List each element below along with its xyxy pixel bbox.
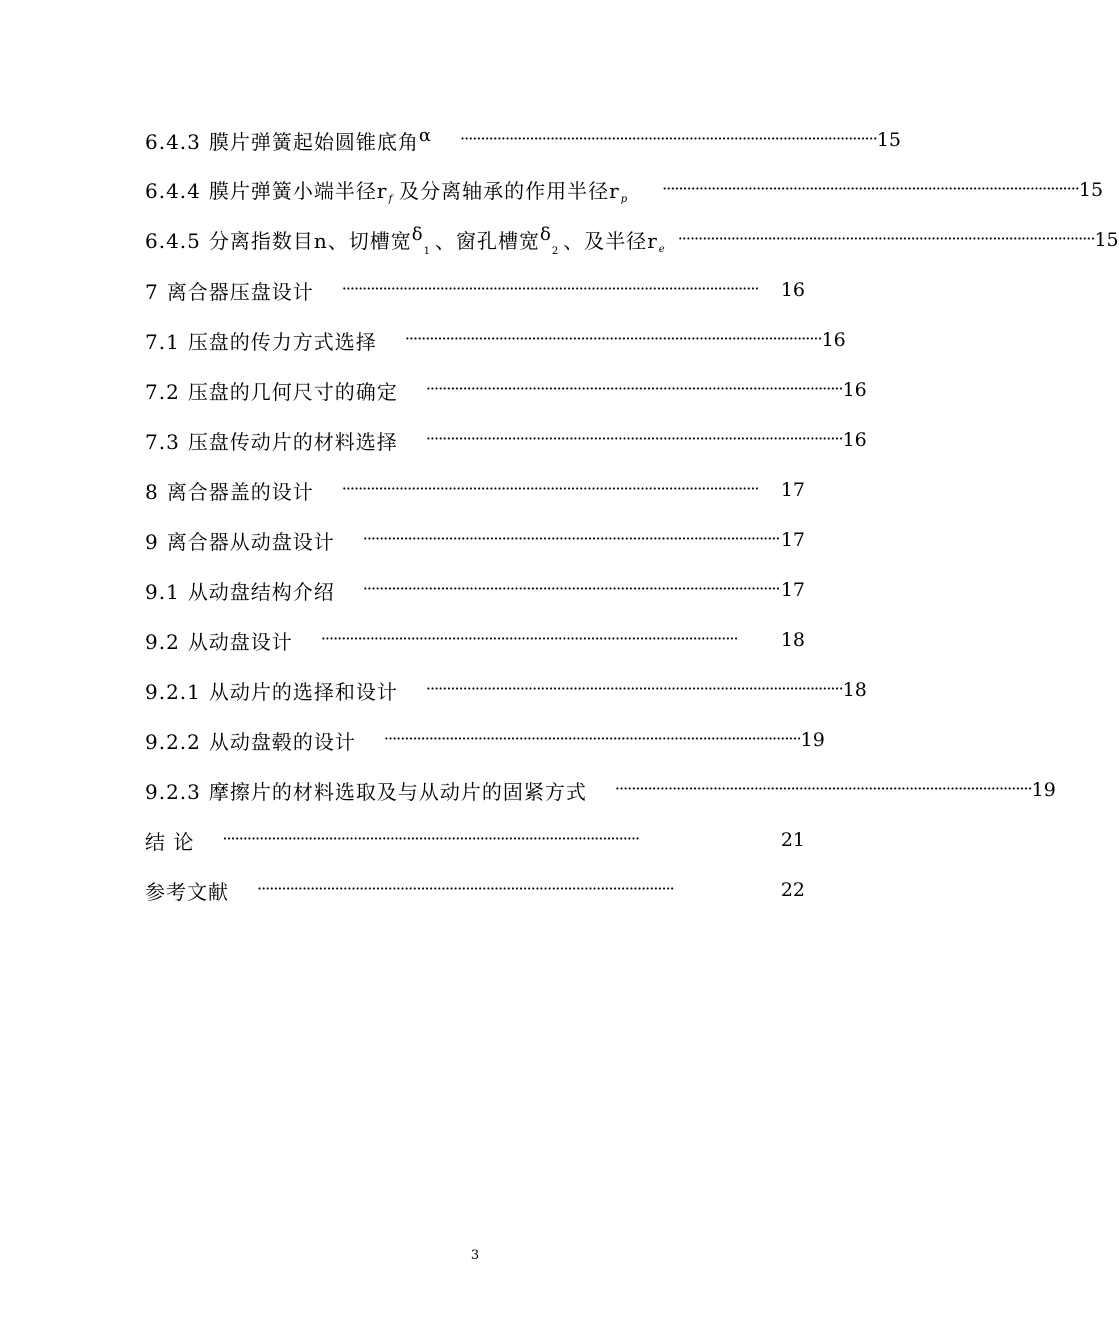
dot-leader: ······································································································	[320, 629, 738, 648]
toc-entry-text: 从动片的选择和设计	[208, 679, 398, 704]
toc-entry-number: 9.2.2	[145, 729, 201, 754]
toc-entry-9-2[interactable]	[145, 615, 805, 665]
toc-entry-page: 18	[780, 629, 805, 651]
toc-entry-title	[145, 526, 335, 555]
toc-entry-references[interactable]	[145, 865, 805, 915]
toc-entry-number: 9.2.1	[145, 679, 201, 704]
toc-entry-text: 摩擦片的材料选取及与从动片的固紧方式	[208, 779, 587, 804]
delta2-subscript: 2	[551, 245, 560, 257]
toc-entry-number: 9.1	[145, 579, 180, 604]
toc-entry-number: 6.4.5	[145, 228, 201, 253]
delta2-symbol: δ	[540, 223, 552, 245]
table-of-contents	[145, 115, 1119, 915]
toc-entry-text-cont: 、及半径	[563, 228, 648, 253]
dot-leader: ······································································································	[662, 179, 1079, 198]
toc-entry-page: 16	[842, 429, 867, 451]
toc-entry-7-1[interactable]	[145, 315, 846, 365]
toc-entry-title	[145, 476, 314, 505]
dot-leader: ······································································································	[614, 779, 1032, 798]
toc-entry-title	[145, 626, 293, 655]
toc-entry-page: 16	[821, 329, 846, 351]
toc-entry-page: 21	[780, 829, 805, 851]
toc-entry-text-cont: 及分离轴承的作用半径	[399, 179, 610, 203]
toc-entry-text-cont: n、切槽宽	[313, 228, 412, 253]
toc-entry-number: 7.2	[145, 379, 180, 404]
dot-leader: ······································································································	[362, 529, 780, 548]
toc-entry-6-4-5[interactable]	[145, 215, 1119, 265]
rp-symbol: r	[609, 179, 620, 203]
toc-entry-text: 离合器盖的设计	[166, 479, 314, 504]
toc-entry-title	[145, 175, 634, 205]
dot-leader: ······································································································	[257, 879, 674, 898]
dot-leader: ······································································································	[404, 329, 822, 348]
toc-entry-9-1[interactable]	[145, 565, 805, 615]
toc-entry-title	[145, 224, 672, 257]
toc-entry-title	[145, 426, 398, 455]
toc-entry-page: 15	[1078, 179, 1104, 201]
toc-entry-title	[145, 276, 314, 305]
toc-entry-text: 从动盘设计	[187, 629, 293, 654]
toc-entry-title	[145, 876, 229, 905]
toc-entry-number: 7.3	[145, 429, 180, 454]
toc-entry-title	[145, 726, 356, 755]
toc-entry-9[interactable]	[145, 515, 805, 565]
dot-leader: ······································································································	[460, 129, 877, 148]
toc-entry-conclusion[interactable]	[145, 815, 805, 865]
toc-entry-title	[145, 125, 432, 155]
toc-entry-text: 参考文献	[145, 879, 229, 904]
toc-entry-text: 膜片弹簧起始圆锥底角	[208, 130, 419, 154]
dot-leader: ······································································································	[362, 579, 780, 598]
toc-entry-number: 9.2.3	[145, 779, 201, 804]
toc-entry-number: 6.4.4	[145, 179, 201, 203]
toc-entry-9-2-1[interactable]	[145, 665, 867, 715]
toc-entry-title	[145, 326, 377, 355]
toc-entry-text: 压盘的传力方式选择	[187, 329, 377, 354]
toc-entry-page: 15	[1094, 229, 1119, 251]
dot-leader: ······································································································	[425, 429, 843, 448]
toc-entry-page: 15	[876, 129, 901, 151]
toc-entry-page: 18	[842, 679, 867, 701]
toc-entry-title	[145, 576, 335, 605]
re-symbol: r	[647, 228, 658, 253]
re-subscript: e	[658, 243, 666, 255]
toc-entry-page: 17	[780, 479, 805, 501]
dot-leader: ······································································································	[425, 679, 843, 698]
delta1-symbol: δ	[411, 223, 424, 245]
toc-entry-text: 离合器从动盘设计	[166, 529, 335, 554]
toc-entry-title	[145, 376, 398, 405]
alpha-symbol: α	[418, 125, 433, 146]
dot-leader: ······································································································	[341, 479, 759, 498]
toc-entry-text: 膜片弹簧小端半径	[208, 179, 377, 203]
toc-entry-page: 16	[842, 379, 867, 401]
toc-entry-7-2[interactable]	[145, 365, 867, 415]
rf-symbol: r	[376, 179, 388, 203]
toc-entry-text: 结 论	[145, 829, 195, 854]
toc-entry-8[interactable]	[145, 465, 805, 515]
toc-entry-page: 19	[800, 729, 825, 751]
toc-entry-number: 7.1	[145, 329, 180, 354]
toc-entry-7[interactable]	[145, 265, 805, 315]
delta1-subscript: 1	[423, 245, 431, 257]
dot-leader: ······································································································	[383, 729, 801, 748]
dot-leader: ······································································································	[222, 829, 640, 848]
dot-leader: ······································································································	[677, 229, 1095, 248]
toc-entry-title	[145, 676, 398, 705]
toc-entry-9-2-2[interactable]	[145, 715, 825, 765]
toc-entry-text: 从动盘毂的设计	[208, 729, 356, 754]
dot-leader: ······································································································	[341, 279, 759, 298]
rf-subscript: f	[388, 194, 394, 205]
dot-leader: ······································································································	[425, 379, 843, 398]
toc-entry-page: 17	[780, 529, 805, 551]
toc-entry-number: 6.4.3	[145, 130, 201, 154]
page-number: 3	[470, 1248, 480, 1263]
toc-entry-number: 9	[145, 529, 159, 554]
toc-entry-page: 19	[1031, 779, 1056, 801]
toc-entry-text: 压盘传动片的材料选择	[187, 429, 398, 454]
toc-entry-text: 离合器压盘设计	[166, 279, 314, 304]
toc-entry-text: 从动盘结构介绍	[187, 579, 335, 604]
toc-entry-page: 17	[780, 579, 805, 601]
toc-entry-title	[145, 776, 587, 805]
toc-entry-number: 9.2	[145, 629, 180, 654]
toc-entry-text-cont: 、窗孔槽宽	[435, 228, 540, 253]
toc-entry-page: 22	[780, 879, 805, 901]
rp-subscript: p	[620, 194, 629, 205]
toc-entry-title	[145, 826, 194, 855]
toc-entry-6-4-4[interactable]	[145, 165, 1104, 215]
toc-entry-6-4-3[interactable]	[145, 115, 901, 165]
toc-entry-text: 压盘的几何尺寸的确定	[187, 379, 398, 404]
toc-entry-number: 8	[145, 479, 159, 504]
toc-entry-number: 7	[145, 279, 159, 304]
toc-entry-9-2-3[interactable]	[145, 765, 1056, 815]
toc-entry-page: 16	[780, 279, 805, 301]
toc-entry-7-3[interactable]	[145, 415, 867, 465]
toc-entry-text: 分离指数目	[208, 228, 314, 253]
